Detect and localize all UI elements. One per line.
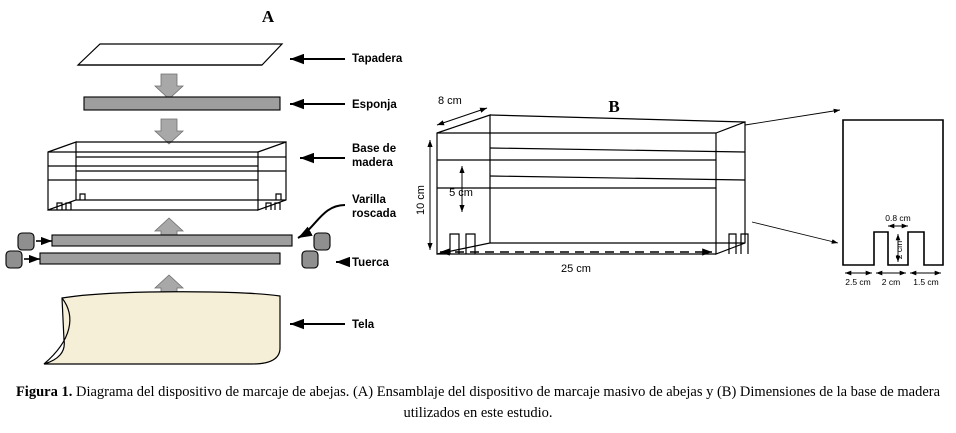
label-varilla-1: Varilla bbox=[352, 194, 386, 206]
tela-part bbox=[44, 292, 280, 364]
assembly-arrow-2 bbox=[155, 119, 183, 144]
label-base-de-madera-2: madera bbox=[352, 157, 393, 169]
caption-bold-prefix: Figura 1. bbox=[15, 384, 73, 400]
label-base-de-madera-1: Base de bbox=[352, 143, 397, 155]
dim-2cm: 2 cm bbox=[881, 277, 901, 287]
end-panel-detail bbox=[843, 120, 943, 265]
dim-1-5cm: 1.5 cm bbox=[913, 277, 939, 287]
figure-caption bbox=[0, 382, 956, 424]
varilla-roscada-part bbox=[40, 235, 292, 264]
panel-b-base-frame bbox=[437, 115, 748, 254]
dim-2cm-depth: 2 cm bbox=[894, 240, 904, 260]
assembly-arrow-1 bbox=[155, 74, 183, 99]
dim-5cm: 5 cm bbox=[449, 187, 473, 199]
panel-a-letter: A bbox=[261, 7, 275, 26]
dim-2-5cm: 2.5 cm bbox=[845, 277, 871, 287]
dim-25cm: 25 cm bbox=[561, 263, 591, 275]
detail-leader-bottom bbox=[752, 222, 838, 243]
label-tela: Tela bbox=[352, 319, 375, 331]
esponja-part bbox=[84, 97, 280, 110]
detail-leader-top bbox=[745, 110, 840, 125]
base-de-madera-part bbox=[48, 142, 286, 210]
caption-text: Diagrama del dispositivo de marcaje de abejas. (A) Ensamblaje del dispositivo de marcaje masivo de abejas y (B) Dimensiones de la base de madera utilizados en este estudio. bbox=[72, 384, 941, 421]
label-tapadera: Tapadera bbox=[352, 53, 403, 65]
tapadera-part bbox=[78, 44, 282, 65]
label-tuerca: Tuerca bbox=[352, 257, 389, 269]
dim-10cm: 10 cm bbox=[415, 185, 427, 215]
label-varilla-2: roscada bbox=[352, 208, 397, 220]
dim-height-total bbox=[415, 140, 430, 250]
dim-8cm: 8 cm bbox=[438, 95, 462, 107]
dim-length bbox=[440, 252, 712, 275]
dim-0-8cm: 0.8 cm bbox=[885, 213, 911, 223]
panel-b-letter: B bbox=[608, 97, 620, 116]
label-esponja: Esponja bbox=[352, 99, 397, 111]
